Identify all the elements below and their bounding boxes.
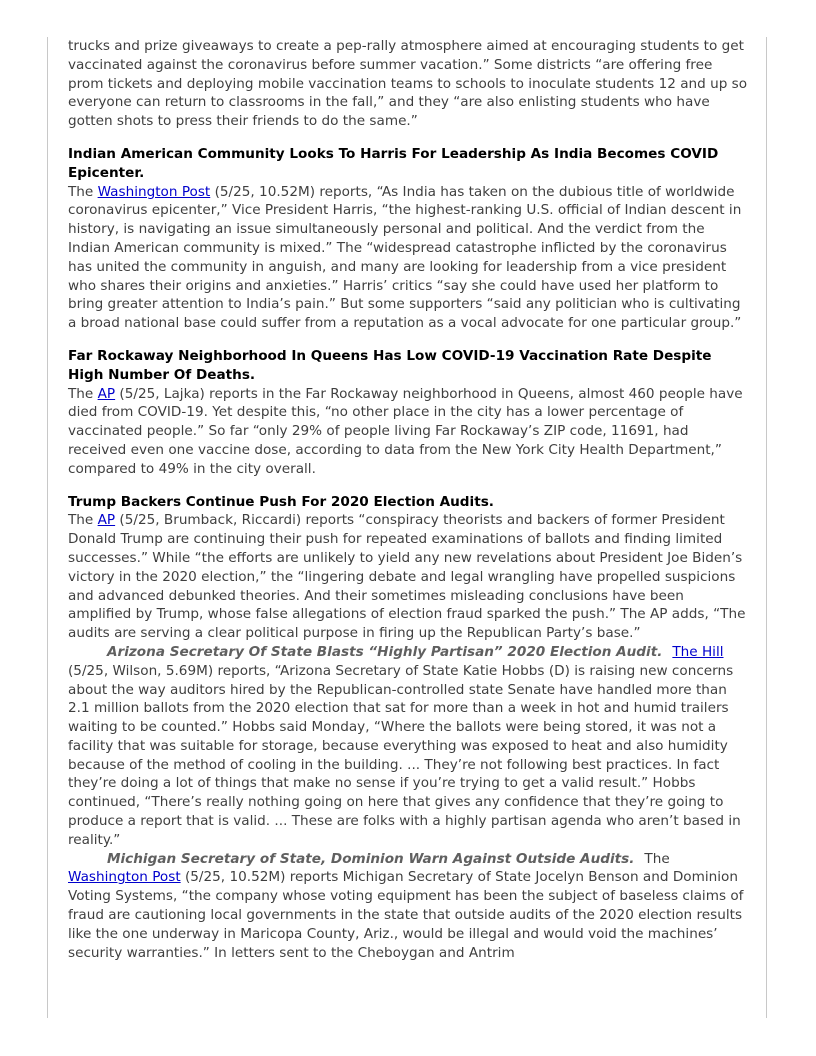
article-election-audits bbox=[68, 493, 750, 963]
lead-text: The bbox=[68, 512, 98, 529]
lead-text: The bbox=[68, 183, 98, 200]
article-harris-india bbox=[68, 145, 750, 333]
body-text: (5/25, Wilson, 5.69M) reports, “Arizona Secretary of State Katie Hobbs (D) is raising new concerns about the way auditors hired by the Republican-controlled state Senate have handled more than 2.1 million ballots from the 2020 election that sat for more than a week in hot and humid trailers waiting to be counted.” Hobbs said Monday, “Where the ballots were being stored, it was not a facility that was suitable for storage, because everything was exposed to heat and also humidity because of the method of cooling in the building. ... They’re not following best practices. In fact they’re doing a lot of things that make no sense if you’re trying to get a valid result.” Hobbs continued, “There’s really nothing going on here that gives any confidence that they’re going to produce a report that is valid. ... These are folks with a highly partisan agenda who aren’t based in reality.” bbox=[68, 662, 741, 848]
body-text: (5/25, 10.52M) reports Michigan Secretary of State Jocelyn Benson and Dominion Voting Systems, “the company whose voting equipment has been the subject of baseless claims of fraud are cautioning local governments in the state that outside audits of the 2020 election results like the one underway in Maricopa County, Ariz., would be illegal and would void the machines’ security warranties.” In letters sent to the Cheboygan and Antrim bbox=[68, 869, 744, 961]
article-far-rockaway bbox=[68, 347, 750, 479]
sub-headline: Arizona Secretary Of State Blasts “Highly Partisan” 2020 Election Audit. bbox=[107, 643, 663, 660]
source-link-washington-post[interactable]: Washington Post bbox=[97, 183, 211, 200]
source-link-the-hill[interactable]: The Hill bbox=[672, 643, 724, 660]
article-body bbox=[68, 385, 750, 479]
article-body bbox=[68, 511, 750, 643]
article-headline: Far Rockaway Neighborhood In Queens Has Low COVID-19 Vaccination Rate Despite High Number Of Deaths. bbox=[68, 347, 712, 383]
article-headline: Indian American Community Looks To Harris For Leadership As India Becomes COVID Epicenter. bbox=[68, 145, 719, 181]
source-link-ap[interactable]: AP bbox=[97, 385, 116, 402]
body-text: (5/25, 10.52M) reports, “As India has taken on the dubious title of worldwide coronavirus epicenter,” Vice President Harris, “the highest-ranking U.S. official of Indian descent in history, is navigating an issue simultaneously personal and political. And the verdict from the Indian American community is mixed.” The “widespread catastrophe inflicted by the coronavirus has united the community in anguish, and many are looking for leadership from a vice president who shares their origins and anxieties.” Harris’ critics “say she could have used her platform to bring greater attention to India’s pain.” But some supporters “said any politician who is cultivating a broad national base could suffer from a reputation as a vocal advocate for one particular group.” bbox=[68, 183, 742, 332]
article-body: trucks and prize giveaways to create a pep-rally atmosphere aimed at encouraging students to get vaccinated against the coronavirus before summer vacation.” Some districts “are offering free prom tickets and deploying mobile vaccination teams to schools to inoculate students 12 and up so everyone can return to classrooms in the fall,” and they “are also enlisting students who have gotten shots to press their friends to do the same.” bbox=[68, 38, 748, 130]
article-body bbox=[68, 183, 750, 333]
document-content bbox=[68, 37, 750, 976]
sub-headline: Michigan Secretary of State, Dominion Warn Against Outside Audits. bbox=[107, 850, 635, 867]
article-continuation bbox=[68, 37, 750, 131]
sub-item-arizona bbox=[68, 643, 750, 850]
lead-text: The bbox=[68, 385, 98, 402]
source-link-ap[interactable]: AP bbox=[97, 512, 116, 529]
body-text: (5/25, Brumback, Riccardi) reports “conspiracy theorists and backers of former President Donald Trump are continuing their push for repeated examinations of ballots and finding limited successes.” While “the efforts are unlikely to yield any new revelations about President Joe Biden’s victory in the 2020 election,” the “lingering debate and legal wrangling have propelled suspicions and advanced debunked theories. And their sometimes misleading conclusions have been amplified by Trump, whose false allegations of election fraud sparked the push.” The AP adds, “The audits are serving a clear political purpose in firing up the Republican Party’s base.” bbox=[68, 512, 746, 642]
article-headline: Trump Backers Continue Push For 2020 Election Audits. bbox=[68, 493, 494, 510]
sub-item-michigan bbox=[68, 850, 750, 963]
lead-text: The bbox=[644, 850, 670, 867]
source-link-washington-post[interactable]: Washington Post bbox=[68, 869, 181, 886]
body-text: (5/25, Lajka) reports in the Far Rockaway neighborhood in Queens, almost 460 people have died from COVID-19. Yet despite this, “no other place in the city has a lower percentage of vaccinated people.” So far “only 29% of people living Far Rockaway’s ZIP code, 11691, had received even one vaccine dose, according to data from the New York City Health Department,” compared to 49% in the city overall. bbox=[68, 385, 743, 477]
